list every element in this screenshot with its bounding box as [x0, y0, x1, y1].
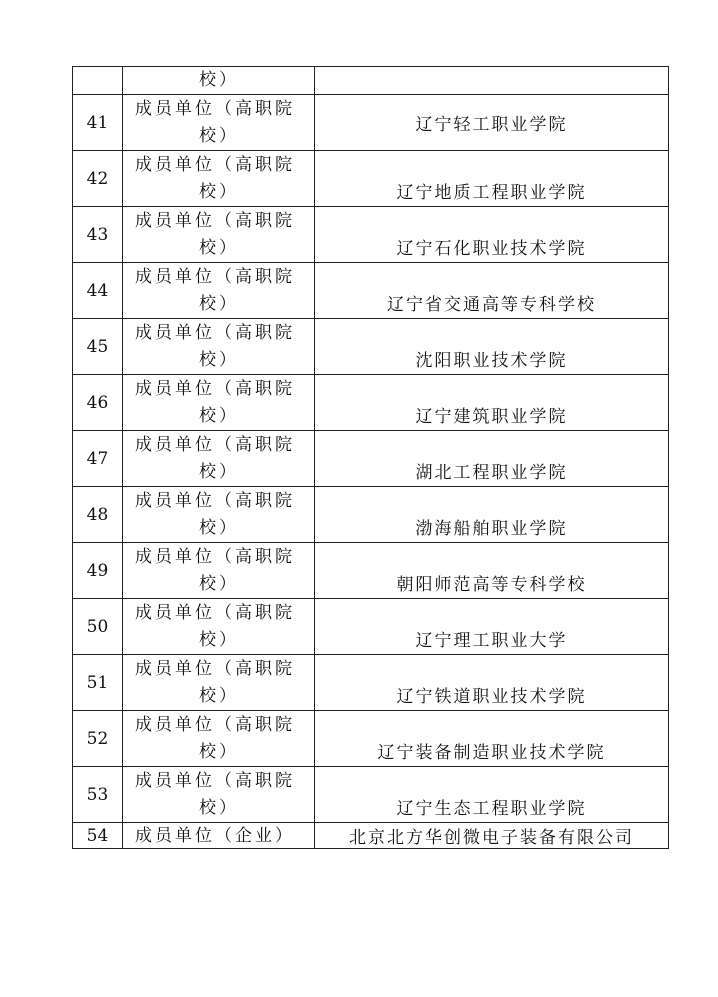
member-name-text: 辽宁铁道职业技术学院 — [396, 687, 587, 707]
member-type-line2: 校） — [199, 70, 239, 90]
row-number: 43 — [73, 207, 123, 263]
member-type-line2: 校） — [199, 293, 239, 314]
member-type-line1: 成员单位（企业） — [135, 825, 295, 846]
row-number: 41 — [73, 95, 123, 151]
member-type-line2: 校） — [199, 237, 239, 258]
row-number: 45 — [73, 319, 123, 375]
table-row — [73, 599, 669, 655]
member-name — [315, 599, 669, 655]
member-type-line2: 校） — [199, 125, 239, 146]
member-name — [315, 543, 669, 599]
member-name — [315, 487, 669, 543]
row-number: 53 — [73, 767, 123, 823]
row-number: 51 — [73, 655, 123, 711]
member-type — [123, 375, 315, 431]
table-row — [73, 431, 669, 487]
member-name — [315, 375, 669, 431]
member-name-text: 辽宁地质工程职业学院 — [396, 183, 587, 203]
member-type — [123, 207, 315, 263]
member-type-line2: 校） — [199, 629, 239, 650]
member-type-line1: 成员单位（高职院 — [135, 434, 295, 455]
table-row-continued — [73, 67, 669, 95]
row-number: 50 — [73, 599, 123, 655]
row-number: 47 — [73, 431, 123, 487]
table-row — [73, 711, 669, 767]
member-name-text: 渤海船舶职业学院 — [415, 519, 568, 539]
row-number — [73, 67, 123, 95]
row-number: 42 — [73, 151, 123, 207]
member-type — [123, 431, 315, 487]
member-type-line2: 校） — [199, 797, 239, 818]
table-row — [73, 95, 669, 151]
member-type-line1: 成员单位（高职院 — [135, 266, 295, 287]
table-row — [73, 823, 669, 849]
member-name-text: 湖北工程职业学院 — [415, 463, 568, 483]
row-number: 44 — [73, 263, 123, 319]
row-number: 48 — [73, 487, 123, 543]
member-name-text: 辽宁装备制造职业技术学院 — [377, 743, 606, 763]
member-name-text: 辽宁省交通高等专科学校 — [387, 295, 596, 315]
member-name — [315, 151, 669, 207]
member-type — [123, 263, 315, 319]
member-name — [315, 711, 669, 767]
row-number: 46 — [73, 375, 123, 431]
member-type — [123, 655, 315, 711]
member-name-text: 辽宁生态工程职业学院 — [396, 799, 587, 819]
member-type — [123, 67, 315, 95]
member-type — [123, 543, 315, 599]
member-name — [315, 67, 669, 95]
member-name — [315, 263, 669, 319]
member-name-text: 沈阳职业技术学院 — [415, 351, 568, 371]
member-name — [315, 207, 669, 263]
member-type-line1: 成员单位（高职院 — [135, 770, 295, 791]
member-type-line1: 成员单位（高职院 — [135, 322, 295, 343]
member-type — [123, 599, 315, 655]
member-type-line2: 校） — [199, 405, 239, 426]
member-type-line2: 校） — [199, 685, 239, 706]
member-name — [315, 431, 669, 487]
member-name — [315, 319, 669, 375]
member-type — [123, 711, 315, 767]
member-type — [123, 767, 315, 823]
member-name — [315, 95, 669, 151]
table-row — [73, 767, 669, 823]
member-name — [315, 767, 669, 823]
member-type — [123, 319, 315, 375]
member-type — [123, 823, 315, 849]
member-name-text: 北京北方华创微电子装备有限公司 — [349, 828, 634, 848]
member-name-text: 辽宁石化职业技术学院 — [396, 239, 587, 259]
table-row — [73, 263, 669, 319]
row-number: 52 — [73, 711, 123, 767]
member-type-line2: 校） — [199, 741, 239, 762]
member-type-line2: 校） — [199, 573, 239, 594]
member-name — [315, 655, 669, 711]
table-row — [73, 375, 669, 431]
table-row — [73, 151, 669, 207]
member-type-line1: 成员单位（高职院 — [135, 658, 295, 679]
member-type-line1: 成员单位（高职院 — [135, 154, 295, 175]
member-type-line1: 成员单位（高职院 — [135, 602, 295, 623]
member-type-line2: 校） — [199, 181, 239, 202]
member-type-line2: 校） — [199, 461, 239, 482]
table-row — [73, 543, 669, 599]
table-row — [73, 655, 669, 711]
member-type — [123, 151, 315, 207]
row-number: 49 — [73, 543, 123, 599]
member-name-text: 朝阳师范高等专科学校 — [396, 575, 587, 595]
member-name-text: 辽宁轻工职业学院 — [415, 115, 568, 135]
member-name-text: 辽宁理工职业大学 — [415, 631, 568, 651]
member-type-line1: 成员单位（高职院 — [135, 98, 295, 119]
member-type — [123, 95, 315, 151]
member-type-line2: 校） — [199, 349, 239, 370]
table-row — [73, 487, 669, 543]
member-type-line1: 成员单位（高职院 — [135, 490, 295, 511]
member-name-text: 辽宁建筑职业学院 — [415, 407, 568, 427]
member-name — [315, 823, 669, 849]
table-row — [73, 319, 669, 375]
table-row — [73, 207, 669, 263]
member-type-line2: 校） — [199, 517, 239, 538]
member-table — [72, 66, 669, 849]
member-type-line1: 成员单位（高职院 — [135, 210, 295, 231]
member-type-line1: 成员单位（高职院 — [135, 714, 295, 735]
member-type-line1: 成员单位（高职院 — [135, 378, 295, 399]
row-number: 54 — [73, 823, 123, 849]
member-type-line1: 成员单位（高职院 — [135, 546, 295, 567]
member-type — [123, 487, 315, 543]
